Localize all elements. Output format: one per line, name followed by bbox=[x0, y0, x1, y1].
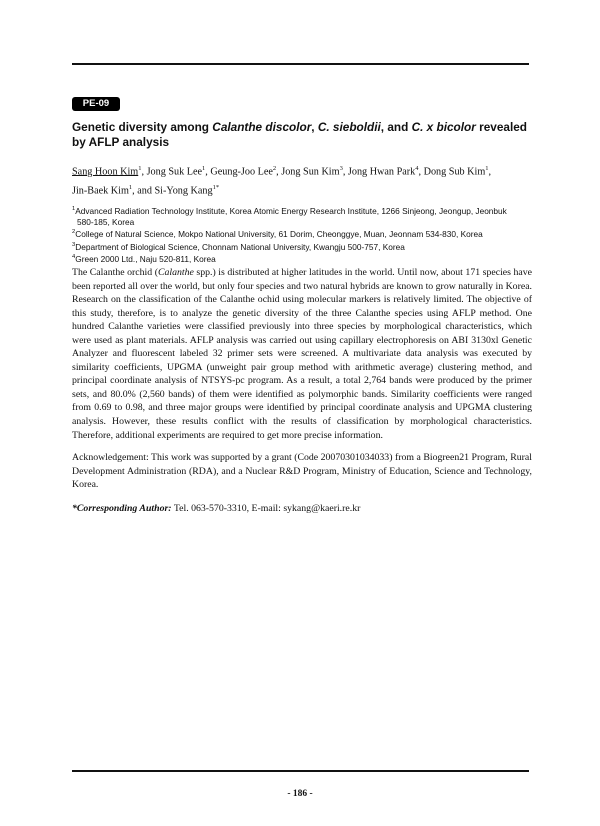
author-name: Sang Hoon Kim bbox=[72, 166, 139, 178]
author-separator: , bbox=[141, 166, 147, 178]
author-affiliation-mark: 1 bbox=[128, 183, 133, 191]
author-separator: , bbox=[418, 166, 424, 178]
affiliation-number: 3 bbox=[72, 241, 76, 248]
author-name: Si-Yong Kang bbox=[154, 185, 213, 197]
title-text: Genetic diversity among bbox=[72, 120, 213, 134]
author-affiliation-mark: 1 bbox=[485, 165, 489, 172]
affiliation-4 bbox=[72, 252, 537, 265]
species-name: C. x bicolor bbox=[411, 120, 476, 134]
genus-name: Calanthe bbox=[157, 267, 194, 278]
author-name: Dong Sub Kim bbox=[423, 166, 486, 178]
affiliation-number: 4 bbox=[72, 254, 76, 261]
abstract-text: spp.) is distributed at higher latitudes in the world. Until now, about 171 species have been reported all over the world, but only four species and two natural hybrids are known to grow naturally in Korea. Research on the classification of the Calanthe ochid using molecular markers is relatively limited. The objective of this study, therefore, is to analyze the genetic diversity of the three Calanthe species using AFLP method. One hundred Calanthe varieties were classified previously into three species by morphological characteristics, which were used as plant materials. AFLP analysis was carried out using capillary electrophoresis on ABI 3130xl Genetic Analyzer and fluorescent labeled 32 primer sets were screened. A multivariate data analysis was executed by similarity coefficients, UPGMA (unweight pair group method with arithmetic average) clustering method, and principal coordinate analysis of NTSYS-pc program. As a result, a total 2,764 bands were produced by the primer sets, and 80.0% (2,560 bands) of them were identified as polymorphic bands. Similarity coefficients were ranged from 0.69 to 0.98, and three major groups were identified by principal coordinate analysis and UPGMA clustering analysis. However, these results conflict with the results of classification by morphological characteristics. Therefore, additional experiments are required to get more precise information. bbox=[72, 267, 532, 441]
corresponding-author-label: *Corresponding Author: bbox=[72, 503, 172, 514]
author-name: Jong Sun Kim bbox=[281, 166, 340, 178]
author-separator: , bbox=[205, 166, 211, 178]
author-separator: , bbox=[276, 166, 282, 178]
author-separator: , bbox=[342, 166, 348, 178]
author-name: Jin-Baek Kim bbox=[72, 185, 129, 197]
author-affiliation-mark: 2 bbox=[272, 165, 277, 172]
author-affiliation-mark: 1* bbox=[212, 183, 220, 191]
affiliation-text: College of Natural Science, Mokpo National University, 61 Dorim, Cheonggye, Muan, Jeonnam 534-830, Korea bbox=[75, 229, 483, 240]
session-badge: PE-09 bbox=[72, 97, 120, 111]
author-affiliation-mark: 1 bbox=[138, 165, 142, 172]
author-separator: , and bbox=[132, 185, 155, 197]
author-name: Jong Hwan Park bbox=[347, 166, 416, 178]
bottom-rule bbox=[72, 770, 529, 772]
affiliation-1 bbox=[72, 204, 537, 217]
affiliation-text: Advanced Radiation Technology Institute, Korea Atomic Energy Research Institute, 1266 Sinjeong, Jeongup, Jeonbuk bbox=[75, 205, 507, 216]
title-text: revealed by AFLP analysis bbox=[72, 120, 528, 149]
author-name: Geung-Joo Lee bbox=[210, 166, 273, 178]
affiliation-number: 1 bbox=[72, 206, 76, 212]
title-text: , bbox=[311, 120, 318, 134]
affiliation-3 bbox=[72, 240, 537, 253]
affiliation-text: 580-185, Korea bbox=[77, 216, 135, 227]
author-separator: , bbox=[488, 166, 492, 178]
author-affiliation-mark: 3 bbox=[339, 165, 343, 172]
author-name: Jong Suk Lee bbox=[146, 166, 203, 178]
author-list bbox=[72, 161, 532, 199]
abstract-body bbox=[72, 266, 532, 442]
acknowledgement: Acknowledgement: This work was supported by a grant (Code 20070301034033) from a Biogreen21 Program, Rural Development Administration (RDA), and a Nuclear R&D Program, Ministry of Education, Science and Technology, Korea. bbox=[72, 452, 532, 491]
affiliation-text: Department of Biological Science, Chonnam National University, Kwangju 500-757, Korea bbox=[75, 241, 405, 252]
species-name: Calanthe discolor bbox=[212, 120, 312, 134]
corresponding-author bbox=[72, 502, 532, 516]
affiliation-list bbox=[72, 204, 537, 265]
affiliation-1-continued bbox=[72, 217, 537, 228]
top-rule bbox=[72, 63, 529, 65]
affiliation-text: Green 2000 Ltd., Naju 520-811, Korea bbox=[75, 254, 216, 265]
affiliation-2 bbox=[72, 227, 537, 240]
species-name: C. sieboldii bbox=[317, 120, 381, 134]
affiliation-number: 2 bbox=[72, 229, 76, 236]
title-text: , and bbox=[380, 120, 412, 134]
page-number: - 186 - bbox=[287, 789, 313, 799]
abstract-text: The Calanthe orchid ( bbox=[72, 267, 158, 278]
corresponding-author-contact: Tel. 063-570-3310, E-mail: sykang@kaeri.re.kr bbox=[171, 503, 361, 514]
author-affiliation-mark: 4 bbox=[415, 165, 419, 172]
author-affiliation-mark: 1 bbox=[202, 165, 206, 172]
paper-title bbox=[72, 120, 532, 150]
